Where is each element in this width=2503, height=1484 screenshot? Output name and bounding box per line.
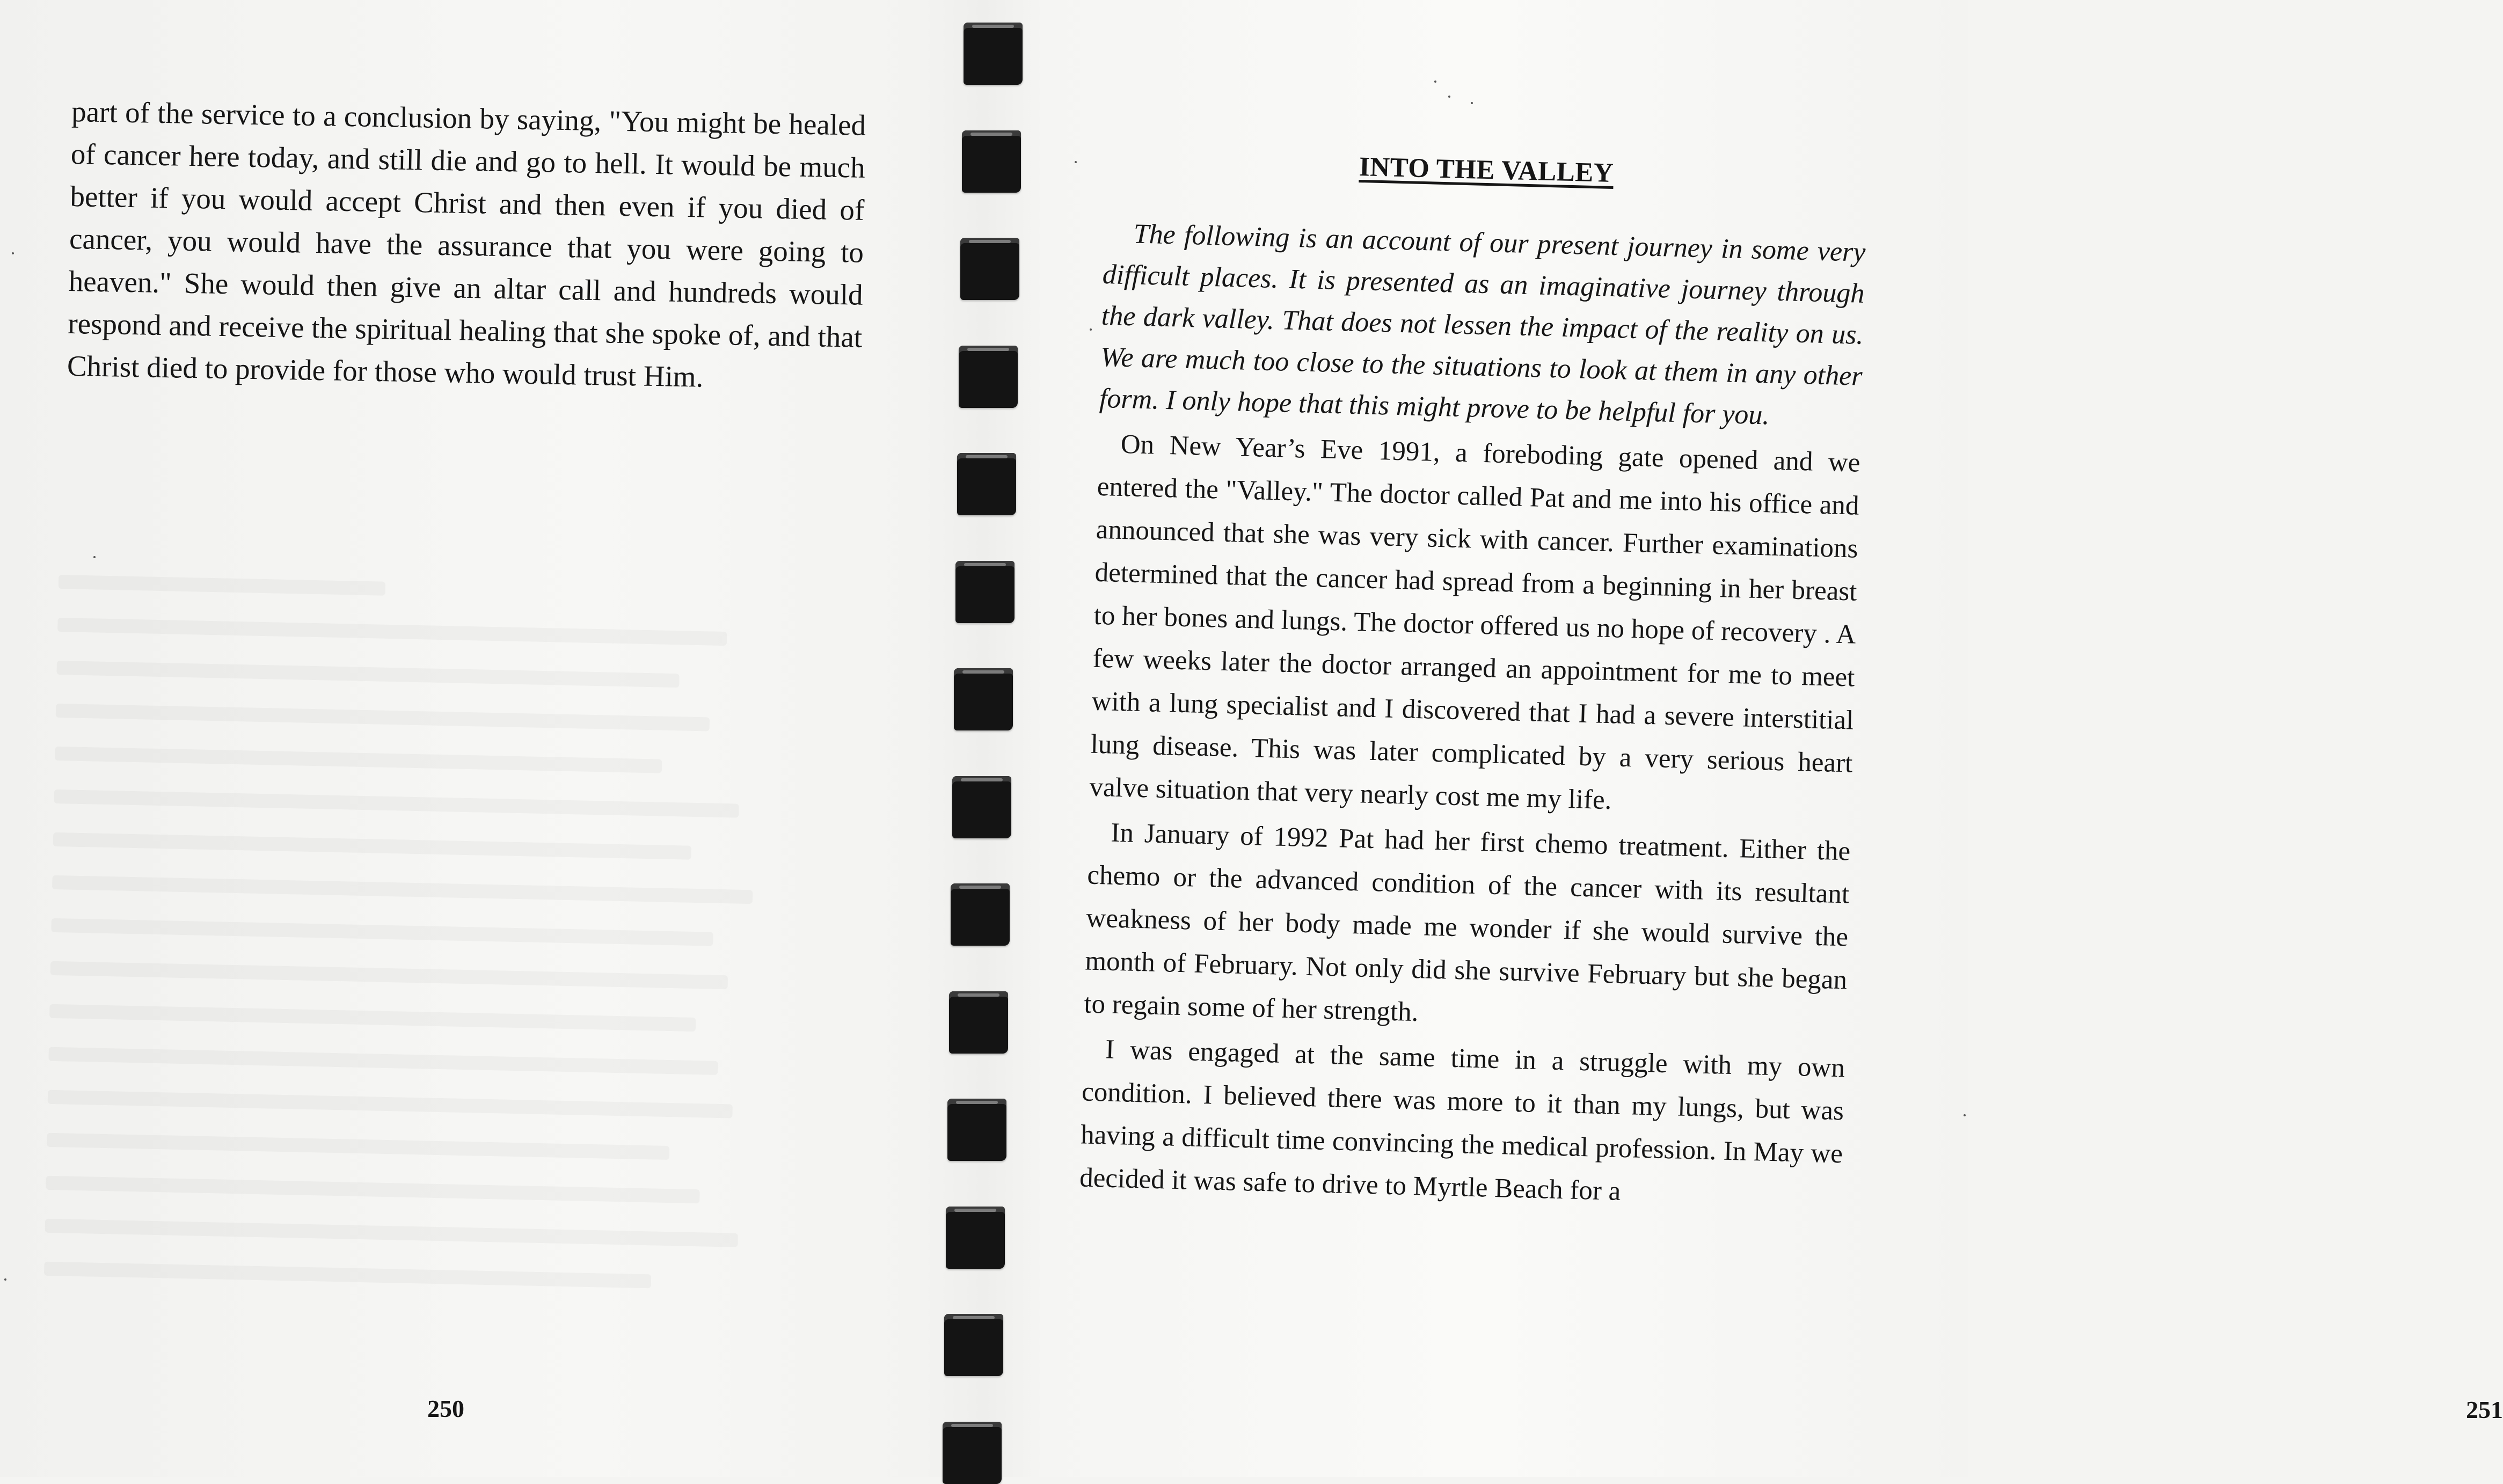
dust-speck: [1448, 96, 1450, 98]
bleed-through-line: [58, 558, 837, 617]
dust-speck: [1434, 81, 1436, 83]
body-paragraph: In January of 1992 Pat had her first chemo treatment. Either the chemo or the advanced condition of the cancer with its resultant weakness of her body made me wonder if she would survive the month of February. Not only did she survive February but she began to regain some of her strength.: [1083, 817, 1851, 1028]
bleed-through-line: [46, 1159, 824, 1218]
bleed-through-line: [54, 773, 833, 832]
dust-speck: [1964, 1114, 1966, 1116]
bleed-through-line: [50, 945, 829, 1004]
binding-ring: [943, 1422, 1002, 1484]
bleed-through-line: [48, 1030, 827, 1090]
bleed-through-line: [53, 816, 831, 875]
dust-speck: [4, 1278, 6, 1281]
dust-speck: [1471, 102, 1473, 104]
binding-ring: [944, 1314, 1003, 1376]
bleed-through-line: [45, 1202, 823, 1261]
bleed-through-text: [44, 558, 837, 1304]
bleed-through-line: [55, 730, 834, 789]
dust-speck: [1075, 161, 1077, 163]
binding-ring: [946, 1207, 1005, 1269]
page-number-right: 251: [2466, 1396, 2503, 1423]
left-paragraph: part of the service to a conclusion by saying, "You might be healed of cancer here today, and still die and go to hell. It would be much better if you would accept Christ and then even if you died of cancer, you would have the assurance that you were going to heaven." She would then give an altar call and hundreds would respond and receive the spiritual healing that she spoke of, and that Christ died to provide for those who would trust Him.: [67, 94, 866, 393]
body-paragraph: I was engaged at the same time in a struggle with my own condition. I believed there was more to it than my lungs, but was having a difficult time convincing the medical profession. In May we decided it was safe to drive to Myrtle Beach for a: [1079, 1034, 1845, 1207]
binding-ring: [954, 668, 1013, 730]
left-page: [0, 0, 945, 1477]
binding-ring: [957, 453, 1016, 515]
binding-ring: [955, 561, 1015, 623]
binding-ring: [952, 776, 1011, 838]
dust-speck: [93, 556, 96, 558]
body-paragraph: On New Year’s Eve 1991, a foreboding gate opened and we entered the "Valley." The doctor called Pat and me into his office and announced that she was very sick with cancer. Further examinations determined that the cancer had spread from a beginning in her breast to her bones and lungs. The doctor offered us no hope of recovery . A few weeks later the doctor arranged an appointment for me to meet with a lung specialist and I discovered that I had a severe interstitial lung disease. This was later complicated by a very serious heart valve situation that very nearly cost me my life.: [1089, 429, 1861, 816]
bleed-through-line: [51, 902, 830, 961]
binding-ring: [949, 991, 1008, 1054]
dust-speck: [1090, 328, 1092, 331]
bleed-through-line: [47, 1116, 826, 1175]
bleed-through-line: [47, 1073, 826, 1132]
bleed-through-line: [52, 859, 831, 918]
bleed-through-line: [44, 1245, 823, 1304]
binding-ring: [951, 883, 1010, 946]
intro-paragraph: The following is an account of our present journey in some very difficult places. It is presented as an imaginative journey through the dark valley. That does not lessen the impact of the reality on us. We are much too close to the situations to look at them in any other form. I only hope that this might prove to be helpful for you.: [1099, 218, 1866, 431]
page-number-left: 250: [427, 1395, 464, 1422]
spiral-binding: [934, 0, 1009, 1477]
bleed-through-line: [49, 988, 828, 1047]
bleed-through-line: [57, 601, 836, 660]
right-page-text: [1079, 145, 1867, 1218]
dust-speck: [12, 252, 14, 254]
binding-ring: [947, 1099, 1006, 1161]
bleed-through-line: [55, 687, 834, 746]
chapter-title: INTO THE VALLEY: [1359, 151, 1614, 188]
bleed-through-line: [56, 644, 835, 703]
left-page-text: [67, 90, 866, 401]
